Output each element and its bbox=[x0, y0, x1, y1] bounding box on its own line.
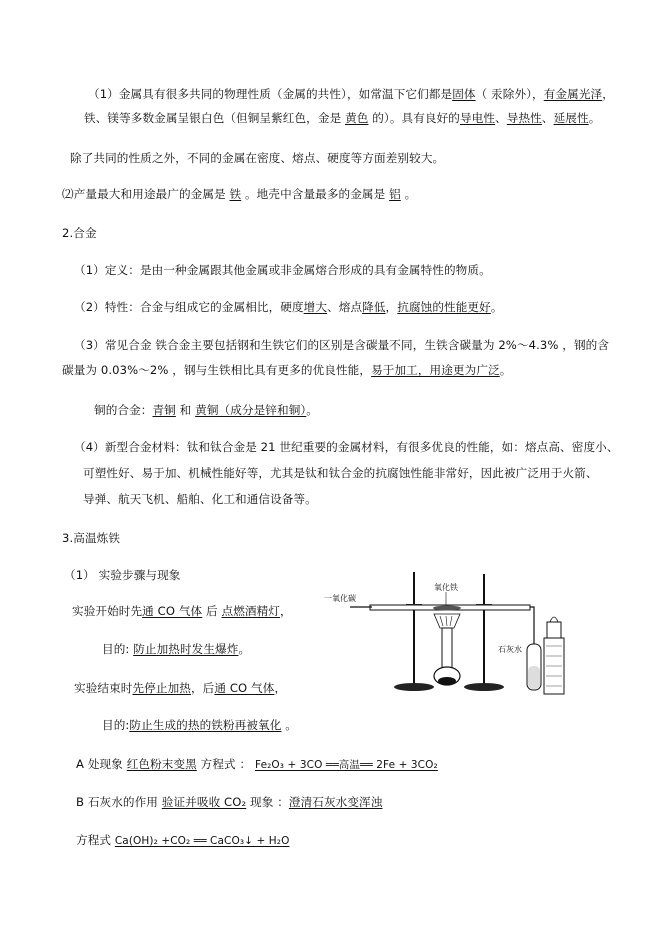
text: （1）金属具有很多共同的物理性质（金属的共性），如常温下它们都是 bbox=[88, 87, 453, 101]
answer-thermal: 导热性 bbox=[506, 111, 542, 125]
text: 的）。具有良好的 bbox=[368, 111, 460, 125]
text: 。地壳中含量最多的金属是 bbox=[241, 187, 390, 201]
text: 。 bbox=[490, 300, 503, 314]
text: 实验结束时 bbox=[74, 681, 133, 695]
text: 。 bbox=[400, 187, 417, 201]
lamp-fuel bbox=[438, 677, 456, 685]
text: ⑵产量最大和用途最广的金属是 bbox=[62, 187, 230, 201]
para-end bbox=[74, 680, 286, 696]
text: 、 bbox=[541, 111, 554, 125]
text: ， bbox=[602, 87, 614, 101]
text: ， bbox=[385, 300, 398, 314]
answer-red-to-black: 红色粉末变黑 bbox=[126, 757, 197, 771]
text: 和 bbox=[175, 403, 196, 417]
para-alloy-definition: （1）定义：是由一种金属跟其他金属或非金属熔合形成的具有金属特性的物质。 bbox=[74, 263, 491, 277]
text: 方程式 bbox=[76, 833, 115, 847]
text: A 处现象 bbox=[76, 757, 127, 771]
answer-ductility: 延展性 bbox=[553, 111, 589, 125]
para-iron-alloys-1: （3）常见合金 铁合金主要包括钢和生铁它们的区别是含碳量不同，生铁含碳量为 2%～4.3% ，钢的含 bbox=[74, 338, 610, 352]
text: 实验开始时先 bbox=[72, 604, 143, 618]
answer-solid: 固体 bbox=[452, 87, 476, 101]
lamp-neck bbox=[442, 628, 452, 668]
answer-luster: 有金属光泽 bbox=[543, 87, 603, 101]
equation-limewater: Ca(OH)₂ +CO₂ ══ CaCO₃↓ + H₂O bbox=[114, 835, 290, 847]
heading-alloy: 2.合金 bbox=[62, 226, 97, 240]
text: ， bbox=[274, 681, 287, 695]
text: 目的: bbox=[102, 642, 134, 656]
answer-decrease: 降低 bbox=[362, 300, 386, 314]
para-metal-differences: 除了共同的性质之外，不同的金属在密度、熔点、硬度等方面差别较大。 bbox=[70, 151, 445, 165]
answer-yellow: 黄色 bbox=[345, 111, 369, 125]
right-stand-base bbox=[464, 683, 504, 691]
text: 。 bbox=[588, 111, 601, 125]
answer-prevent-explosion: 防止加热时发生爆炸 bbox=[133, 642, 239, 656]
text: 。 bbox=[499, 363, 512, 377]
text: 方程式 ： bbox=[196, 757, 255, 771]
label-limewater: 石灰水 bbox=[498, 645, 522, 654]
para-metal-physical-1 bbox=[88, 86, 614, 102]
answer-bronze: 青铜 bbox=[152, 403, 176, 417]
subheading-steps: （1） 实验步骤与现象 bbox=[64, 568, 181, 582]
text: B 石灰水的作用 bbox=[76, 795, 162, 809]
text: ， bbox=[280, 604, 292, 618]
answer-light-lamp: 点燃酒精灯 bbox=[221, 604, 280, 618]
text: 目的: bbox=[102, 718, 130, 732]
equation-iron-reduction: Fe₂O₃ + 3CO ══高温══ 2Fe + 3CO₂ bbox=[255, 759, 438, 771]
left-stand-base bbox=[394, 683, 434, 691]
answer-processing: 易于加工，用途更为广泛 bbox=[371, 363, 500, 377]
para-purpose-1 bbox=[102, 641, 250, 657]
label-iron-oxide: 氧化铁 bbox=[434, 583, 458, 592]
answer-increase: 增大 bbox=[303, 300, 328, 314]
para-phenomenon-a bbox=[76, 756, 438, 773]
para-limewater-equation bbox=[76, 832, 289, 849]
text: 后 bbox=[202, 604, 222, 618]
para-most-used-metal bbox=[62, 186, 416, 202]
answer-conductivity: 导电性 bbox=[460, 111, 496, 125]
answer-aluminum: 铝 bbox=[389, 187, 401, 201]
text: （ 汞除外）， bbox=[475, 87, 544, 101]
answer-composition: （成分是锌和铜） bbox=[218, 403, 307, 417]
answer-absorb-co2: 验证并吸收 CO₂ bbox=[161, 795, 247, 809]
para-start bbox=[72, 603, 292, 619]
para-titanium-2: 可塑性好、易于加、机械性能好等，尤其是钛和钛合金的抗腐蚀性能非常好，因此被广泛用于火箭、 bbox=[83, 466, 598, 480]
burner bbox=[547, 622, 561, 638]
answer-pass-co: 通 CO 气体 bbox=[142, 604, 203, 618]
answer-stop-heating: 先停止加热 bbox=[132, 681, 191, 695]
answer-corrosion: 抗腐蚀的性能更好 bbox=[397, 300, 491, 314]
text: 。 bbox=[238, 642, 251, 656]
text: 、 bbox=[495, 111, 507, 125]
answer-prevent-oxidation: 防止生成的热的铁粉再被氧化 bbox=[129, 718, 282, 732]
smelting-apparatus-diagram bbox=[322, 566, 572, 700]
text: 铁、镁等多数金属呈银白色（但铜呈紫红色，金是 bbox=[84, 111, 346, 125]
para-limewater bbox=[76, 794, 382, 810]
text: 铜的合金： bbox=[94, 403, 153, 417]
answer-brass: 黄铜 bbox=[195, 403, 219, 417]
burner-flame bbox=[550, 617, 558, 622]
para-copper-alloys bbox=[94, 402, 318, 418]
answer-iron: 铁 bbox=[229, 187, 242, 201]
answer-continue-co: 通 CO 气体 bbox=[214, 681, 275, 695]
para-iron-alloys-2 bbox=[62, 362, 511, 378]
text: 、熔点 bbox=[327, 300, 363, 314]
para-metal-physical-2 bbox=[84, 110, 600, 126]
para-purpose-2 bbox=[102, 717, 297, 733]
label-co: 一氧化碳 bbox=[324, 594, 356, 603]
text: （2）特性：合金与组成它的金属相比，硬度 bbox=[74, 300, 304, 314]
text: 现象 ： bbox=[246, 795, 289, 809]
answer-turbid: 澄清石灰水变浑浊 bbox=[288, 795, 383, 809]
iron-oxide-powder bbox=[433, 606, 461, 611]
text: ，后 bbox=[190, 681, 215, 695]
para-titanium-3: 导弹、航天飞机、船舶、化工和通信设备等。 bbox=[83, 492, 317, 506]
para-alloy-properties bbox=[74, 299, 503, 315]
text: 。 bbox=[281, 718, 297, 732]
text: 。 bbox=[306, 403, 318, 417]
heading-smelting: 3.高温炼铁 bbox=[62, 531, 121, 545]
limewater bbox=[528, 666, 540, 689]
text: 碳量为 0.03%～2% ，钢与生铁相比具有更多的优良性能， bbox=[62, 363, 372, 377]
para-titanium-1: （4）新型合金材料：钛和钛合金是 21 世纪重要的金属材料，有很多优良的性能，如：熔点高、密度小、 bbox=[74, 440, 619, 454]
